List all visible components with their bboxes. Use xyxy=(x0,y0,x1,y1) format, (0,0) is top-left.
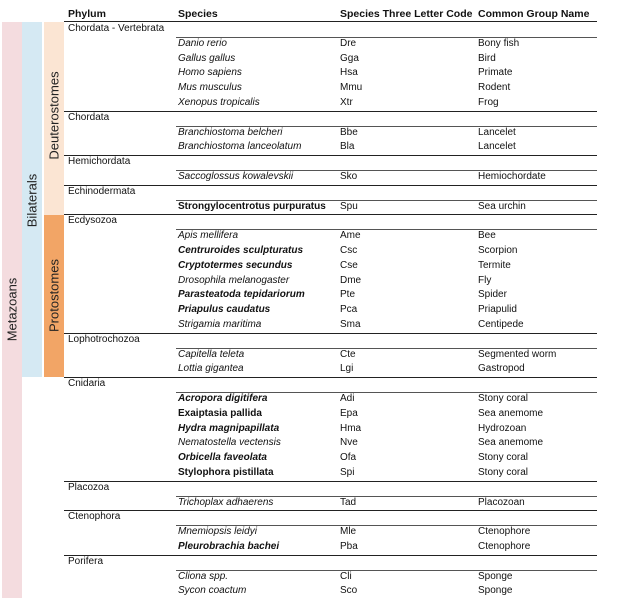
species-code: Hsa xyxy=(340,67,358,79)
species-code: Tad xyxy=(340,496,357,508)
common-group: Hydrozoan xyxy=(478,422,527,434)
group-rule xyxy=(64,155,597,156)
species-name: Gallus gallus xyxy=(178,52,236,64)
species-name: Pleurobrachia bachei xyxy=(178,541,280,552)
common-group: Lancelet xyxy=(478,141,516,153)
common-group: Termite xyxy=(478,259,511,271)
species-name: Exaiptasia pallida xyxy=(178,407,262,419)
species-code: Cse xyxy=(340,259,358,271)
group-rule xyxy=(64,185,597,186)
species-name: Cliona spp. xyxy=(178,570,229,582)
species-name: Parasteatoda tepidariorum xyxy=(178,289,305,301)
species-name: Branchiostoma belcheri xyxy=(178,126,283,138)
species-name: Stylophora pistillata xyxy=(178,467,274,478)
species-name: Xenopus tropicalis xyxy=(178,97,260,108)
species-code: Gga xyxy=(340,52,359,64)
species-code: Xtr xyxy=(340,97,353,108)
common-group: Hemiochordate xyxy=(478,171,546,182)
phylum-label: Placozoa xyxy=(68,481,110,493)
metazoans-label: Metazoans xyxy=(4,277,20,342)
species-name: Lottia gigantea xyxy=(178,363,244,375)
species-code: Mmu xyxy=(340,82,363,94)
common-group: Primate xyxy=(478,67,513,79)
common-group: Centipede xyxy=(478,319,524,330)
species-name: Acropora digitifera xyxy=(178,393,268,404)
common-group: Placozoan xyxy=(478,496,525,508)
common-group: Stony coral xyxy=(478,393,529,404)
common-group: Frog xyxy=(478,97,499,108)
species-name: Capitella teleta xyxy=(178,348,245,360)
species-code: Cli xyxy=(340,570,352,582)
common-group: Sponge xyxy=(478,570,513,582)
subgroup-rule xyxy=(176,229,597,230)
species-name: Saccoglossus kowalevskii xyxy=(178,171,294,182)
phylum-label: Ctenophora xyxy=(68,511,121,523)
species-code: Adi xyxy=(340,393,355,404)
subgroup-rule xyxy=(176,37,597,38)
species-name: Drosophila melanogaster xyxy=(178,274,290,286)
group-rule xyxy=(64,555,597,556)
species-name: Danio rerio xyxy=(178,37,227,49)
species-name: Strongylocentrotus purpuratus xyxy=(178,200,326,212)
bilaterals-label: Bilaterals xyxy=(24,173,40,228)
common-group: Bird xyxy=(478,52,496,64)
common-group: Spider xyxy=(478,289,507,301)
species-code: Sma xyxy=(340,319,361,330)
species-code: Epa xyxy=(340,407,358,419)
species-code: Bla xyxy=(340,141,355,153)
species-code: Pba xyxy=(340,541,358,552)
species-code: Sco xyxy=(340,585,358,597)
phylum-label: Cnidaria xyxy=(68,378,106,390)
species-name: Orbicella faveolata xyxy=(178,452,267,464)
group-rule xyxy=(64,111,597,112)
phylum-label: Hemichordata xyxy=(68,156,131,168)
common-group: Sea anemome xyxy=(478,437,544,449)
common-group: Bony fish xyxy=(478,37,520,49)
species-code: Dre xyxy=(340,37,357,49)
common-group: Priapulid xyxy=(478,304,517,316)
common-group: Bee xyxy=(478,230,496,242)
common-group: Lancelet xyxy=(478,126,516,138)
phylum-label: Echinodermata xyxy=(68,185,136,197)
species-code: Ame xyxy=(340,230,361,242)
species-name: Trichoplax adhaerens xyxy=(178,496,274,508)
species-code: Csc xyxy=(340,245,358,256)
header-rule xyxy=(64,21,597,22)
species-code: Spi xyxy=(340,467,355,478)
species-name: Nematostella vectensis xyxy=(178,437,281,449)
species-code: Mle xyxy=(340,526,357,538)
common-group: Ctenophore xyxy=(478,526,531,538)
group-rule xyxy=(64,333,597,334)
species-name: Centruroides sculpturatus xyxy=(178,245,304,256)
common-group: Stony coral xyxy=(478,467,529,478)
common-group: Scorpion xyxy=(478,245,518,256)
species-code: Nve xyxy=(340,437,358,449)
species-name: Strigamia maritima xyxy=(178,319,262,330)
header-phylum: Phylum xyxy=(68,8,106,20)
species-code: Pte xyxy=(340,289,356,301)
species-name: Branchiostoma lanceolatum xyxy=(178,141,302,153)
header-group: Common Group Name xyxy=(478,8,590,20)
common-group: Rodent xyxy=(478,82,511,94)
group-rule xyxy=(64,510,597,511)
species-name: Priapulus caudatus xyxy=(178,304,271,316)
phylum-label: Chordata xyxy=(68,111,110,123)
species-code: Dme xyxy=(340,274,362,286)
common-group: Stony coral xyxy=(478,452,529,464)
common-group: Sea anemome xyxy=(478,407,544,419)
species-name: Hydra magnipapillata xyxy=(178,422,280,434)
species-code: Bbe xyxy=(340,126,358,138)
subgroup-rule xyxy=(176,570,597,571)
common-group: Segmented worm xyxy=(478,348,557,360)
common-group: Sponge xyxy=(478,585,513,597)
species-code: Cte xyxy=(340,348,356,360)
protostomes-label: Protostomes xyxy=(46,259,62,332)
group-rule xyxy=(64,481,597,482)
species-code: Lgi xyxy=(340,363,354,375)
common-group: Gastropod xyxy=(478,363,525,375)
species-code: Spu xyxy=(340,200,358,212)
common-group: Fly xyxy=(478,274,492,286)
phylum-label: Chordata - Vertebrata xyxy=(68,23,165,34)
species-name: Cryptotermes secundus xyxy=(178,259,293,271)
group-rule xyxy=(64,377,597,378)
species-name: Mus musculus xyxy=(178,82,242,94)
species-name: Homo sapiens xyxy=(178,67,242,79)
species-code: Ofa xyxy=(340,452,357,464)
deuterostomes-label: Deuterostomes xyxy=(46,71,62,160)
species-name: Sycon coactum xyxy=(178,585,247,597)
header-species: Species xyxy=(178,8,218,20)
species-name: Apis mellifera xyxy=(178,230,239,242)
header-code: Species Three Letter Code xyxy=(340,8,473,20)
species-code: Hma xyxy=(340,422,362,434)
phylum-label: Lophotrochozoa xyxy=(68,333,140,345)
species-code: Sko xyxy=(340,171,358,182)
common-group: Sea urchin xyxy=(478,200,526,212)
species-code: Pca xyxy=(340,304,358,316)
common-group: Ctenophore xyxy=(478,541,531,552)
species-name: Mnemiopsis leidyi xyxy=(178,526,257,538)
phylum-label: Porifera xyxy=(68,555,104,567)
group-rule xyxy=(64,214,597,215)
phylum-label: Ecdysozoa xyxy=(68,215,117,227)
